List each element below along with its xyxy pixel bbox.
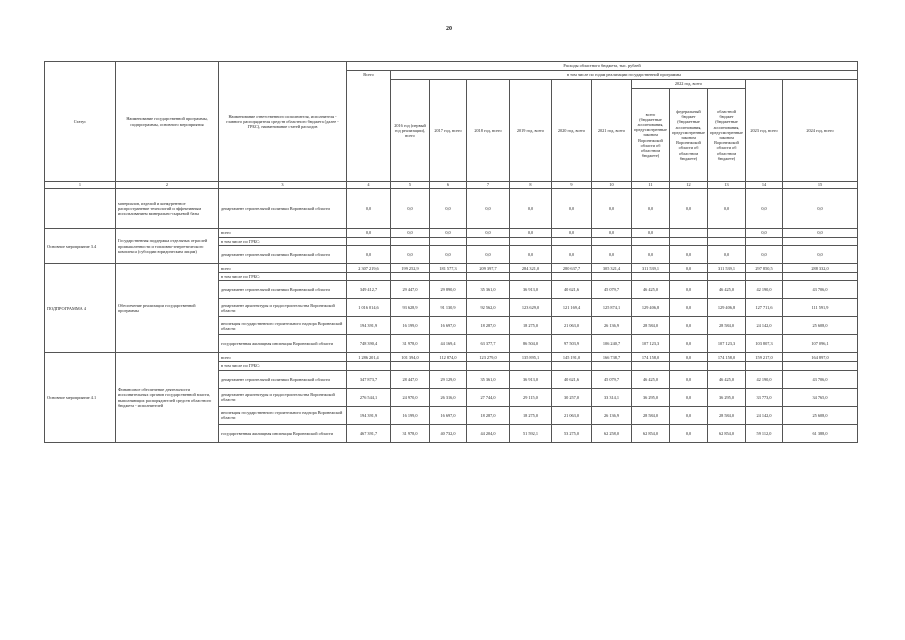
- value-cell: [708, 273, 746, 281]
- value-cell: 0,0: [670, 353, 708, 362]
- value-cell: [347, 273, 391, 281]
- row-status: Основное мероприятие 3.4: [45, 229, 116, 264]
- value-cell: 27 744,0: [467, 388, 510, 406]
- value-cell: [632, 273, 670, 281]
- row-executor: всего: [219, 229, 347, 238]
- value-cell: 92 562,0: [467, 299, 510, 317]
- value-cell: 0,0: [592, 246, 632, 264]
- header-executor: Наименование ответственного исполнителя, исполнителя - главного распорядителя средств областного бюджета (далее - ГРБС), наименование статей расходов: [219, 62, 347, 182]
- value-cell: 101 394,0: [391, 353, 430, 362]
- value-cell: 0,0: [746, 246, 783, 264]
- value-cell: 42 190,0: [746, 281, 783, 299]
- value-cell: 0,0: [632, 229, 670, 238]
- header-year-2019: 2019 год, всего: [510, 80, 552, 182]
- value-cell: [552, 273, 592, 281]
- value-cell: 21 063,0: [552, 406, 592, 424]
- value-cell: [510, 362, 552, 370]
- value-cell: 106 240,7: [592, 335, 632, 353]
- value-cell: 36 913,0: [510, 281, 552, 299]
- value-cell: [347, 362, 391, 370]
- value-cell: 0,0: [783, 246, 858, 264]
- row-name: Финансовое обеспечение деятельности исполнительных органов государственной власти, выполняющих распорядителей средств областного бюджета - исполнителей: [116, 353, 219, 442]
- header-2022-regional: областной бюджет (бюджетные ассигнования, предусмотренные законом Воронежской области об областном бюджете): [708, 89, 746, 182]
- page-number: 20: [446, 26, 452, 32]
- value-cell: 16 199,0: [391, 406, 430, 424]
- value-cell: 123 279,0: [467, 353, 510, 362]
- value-cell: 29 890,0: [430, 281, 467, 299]
- value-cell: [430, 362, 467, 370]
- value-cell: 24 142,0: [746, 317, 783, 335]
- value-cell: 35 361,0: [467, 281, 510, 299]
- value-cell: 181 577,3: [430, 264, 467, 273]
- value-cell: 25 608,0: [783, 317, 858, 335]
- value-cell: 46 425,0: [708, 370, 746, 388]
- value-cell: 46 425,0: [632, 281, 670, 299]
- value-cell: 46 425,0: [708, 281, 746, 299]
- value-cell: [708, 362, 746, 370]
- row-executor: департамент архитектуры и градостроительства Воронежской области: [219, 299, 347, 317]
- value-cell: 44 169,4: [430, 335, 467, 353]
- value-cell: 0,0: [552, 189, 592, 229]
- value-cell: 199 252,9: [391, 264, 430, 273]
- value-cell: 28 447,0: [391, 370, 430, 388]
- column-number: 4: [347, 182, 391, 189]
- row-executor: департамент строительной политики Воронежской области: [219, 370, 347, 388]
- value-cell: 103 807,3: [746, 335, 783, 353]
- column-number: 5: [391, 182, 430, 189]
- value-cell: 0,0: [467, 246, 510, 264]
- value-cell: 43 706,0: [783, 281, 858, 299]
- value-cell: [632, 362, 670, 370]
- value-cell: 0,0: [783, 229, 858, 238]
- value-cell: 0,0: [391, 246, 430, 264]
- column-number: 8: [510, 182, 552, 189]
- value-cell: 748 390,4: [347, 335, 391, 353]
- value-cell: 0,0: [670, 406, 708, 424]
- row-executor: в том числе по ГРБС:: [219, 362, 347, 370]
- value-cell: 305 321,4: [592, 264, 632, 273]
- value-cell: 0,0: [347, 246, 391, 264]
- value-cell: [347, 238, 391, 246]
- row-executor: всего: [219, 264, 347, 273]
- value-cell: 0,0: [430, 246, 467, 264]
- value-cell: [592, 273, 632, 281]
- row-name: материалов, изделий и конкурентное распространение технологий и эффективным использованием минерально-сырьевой базы: [116, 189, 219, 229]
- value-cell: 16 199,0: [391, 317, 430, 335]
- value-cell: 24 142,0: [746, 406, 783, 424]
- value-cell: [670, 273, 708, 281]
- value-cell: 159 217,0: [746, 353, 783, 362]
- value-cell: 280 637,7: [552, 264, 592, 273]
- value-cell: 0,0: [510, 246, 552, 264]
- header-year-2020: 2020 год, всего: [552, 80, 592, 182]
- value-cell: 33 773,0: [746, 388, 783, 406]
- value-cell: 36 913,0: [510, 370, 552, 388]
- value-cell: 467 391,7: [347, 424, 391, 442]
- value-cell: [670, 238, 708, 246]
- value-cell: 127 711,6: [746, 299, 783, 317]
- value-cell: [783, 273, 858, 281]
- value-cell: 21 063,0: [552, 317, 592, 335]
- budget-table: [44, 61, 858, 443]
- value-cell: 44 204,0: [467, 424, 510, 442]
- value-cell: 24 970,0: [391, 388, 430, 406]
- value-cell: 0,0: [347, 189, 391, 229]
- column-number: 9: [552, 182, 592, 189]
- value-cell: 45 079,7: [592, 281, 632, 299]
- value-cell: 311 539,1: [708, 264, 746, 273]
- value-cell: 107 096,1: [783, 335, 858, 353]
- value-cell: [552, 238, 592, 246]
- value-cell: [708, 238, 746, 246]
- value-cell: 43 706,0: [783, 370, 858, 388]
- value-cell: 0,0: [552, 229, 592, 238]
- row-status: Основное мероприятие 4.1: [45, 353, 116, 442]
- value-cell: 0,0: [670, 388, 708, 406]
- value-cell: 111 591,9: [783, 299, 858, 317]
- value-cell: 0,0: [670, 189, 708, 229]
- value-cell: 0,0: [670, 424, 708, 442]
- value-cell: [783, 362, 858, 370]
- value-cell: 1 016 014,6: [347, 299, 391, 317]
- value-cell: 0,0: [347, 229, 391, 238]
- value-cell: 0,0: [670, 264, 708, 273]
- value-cell: 164 897,0: [783, 353, 858, 362]
- row-executor: департамент архитектуры и градостроительства Воронежской области: [219, 388, 347, 406]
- column-number: 14: [746, 182, 783, 189]
- value-cell: 284 321,0: [510, 264, 552, 273]
- row-executor: в том числе по ГРБС:: [219, 238, 347, 246]
- value-cell: [430, 273, 467, 281]
- value-cell: [670, 229, 708, 238]
- header-2022-total: всего (бюджетные ассигнования, предусмотренные законом Воронежской области об областном бюджете): [632, 89, 670, 182]
- value-cell: 42 190,0: [746, 370, 783, 388]
- row-name: Обеспечение реализации государственной программы: [116, 264, 219, 353]
- value-cell: 194 391,9: [347, 406, 391, 424]
- value-cell: 18 287,0: [467, 317, 510, 335]
- value-cell: [746, 273, 783, 281]
- row-status: ПОДПРОГРАММА 4: [45, 264, 116, 353]
- value-cell: 91 130,9: [430, 299, 467, 317]
- value-cell: 26 136,9: [592, 406, 632, 424]
- header-year-2021: 2021 год, всего: [592, 80, 632, 182]
- row-executor: департамент строительной политики Воронежской области: [219, 189, 347, 229]
- value-cell: 0,0: [670, 317, 708, 335]
- value-cell: [430, 238, 467, 246]
- value-cell: 28 584,0: [708, 317, 746, 335]
- value-cell: 2 307 219,6: [347, 264, 391, 273]
- value-cell: 93 628,9: [391, 299, 430, 317]
- value-cell: [467, 273, 510, 281]
- header-year-2018: 2018 год, всего: [467, 80, 510, 182]
- value-cell: 0,0: [592, 229, 632, 238]
- value-cell: 29 447,0: [391, 281, 430, 299]
- value-cell: 36 295,0: [632, 388, 670, 406]
- value-cell: 174 158,0: [632, 353, 670, 362]
- value-cell: [552, 362, 592, 370]
- header-year-2022: 2022 год, всего: [632, 80, 746, 89]
- value-cell: 40 621,6: [552, 281, 592, 299]
- row-name: Государственная поддержка отдельных отраслей промышленности и топливно-энергетического комплекса (субсидии юридическим лицам): [116, 229, 219, 264]
- column-number: 2: [116, 182, 219, 189]
- value-cell: 35 361,0: [467, 370, 510, 388]
- value-cell: 25 608,0: [783, 406, 858, 424]
- value-cell: 59 112,0: [746, 424, 783, 442]
- row-executor: департамент строительной политики Воронежской области: [219, 281, 347, 299]
- value-cell: 0,0: [430, 189, 467, 229]
- value-cell: 0,0: [670, 246, 708, 264]
- value-cell: 97 503,9: [552, 335, 592, 353]
- row-status: [45, 189, 116, 229]
- value-cell: 347 873,7: [347, 370, 391, 388]
- header-year-2024: 2024 год, всего: [783, 80, 858, 182]
- value-cell: 135 895,1: [510, 353, 552, 362]
- header-expenses: Расходы областного бюджета, тыс. рублей: [347, 62, 858, 71]
- value-cell: [746, 238, 783, 246]
- column-number: 12: [670, 182, 708, 189]
- value-cell: 0,0: [632, 246, 670, 264]
- value-cell: 276 544,1: [347, 388, 391, 406]
- value-cell: [746, 362, 783, 370]
- value-cell: 29 129,0: [430, 370, 467, 388]
- value-cell: 125 874,1: [592, 299, 632, 317]
- value-cell: [670, 362, 708, 370]
- header-year-2023: 2023 год, всего: [746, 80, 783, 182]
- value-cell: [467, 238, 510, 246]
- header-name: Наименование государственной программы, подпрограммы, основного мероприятия: [116, 62, 219, 182]
- value-cell: 18 287,0: [467, 406, 510, 424]
- row-executor: государственная жилищная инспекция Воронежской области: [219, 335, 347, 353]
- value-cell: 112 874,0: [430, 353, 467, 362]
- header-year-2016: 2016 год (первый год реализации), всего: [391, 80, 430, 182]
- value-cell: 123 629,0: [510, 299, 552, 317]
- header-total: Всего: [347, 71, 391, 182]
- value-cell: [510, 238, 552, 246]
- value-cell: 26 136,9: [592, 317, 632, 335]
- value-cell: 0,0: [592, 189, 632, 229]
- value-cell: [592, 238, 632, 246]
- row-executor: департамент строительной политики Воронежской области: [219, 246, 347, 264]
- value-cell: 0,0: [391, 229, 430, 238]
- value-cell: 16 697,0: [430, 406, 467, 424]
- value-cell: 129 406,8: [708, 299, 746, 317]
- value-cell: 0,0: [670, 299, 708, 317]
- value-cell: 0,0: [708, 246, 746, 264]
- value-cell: 0,0: [708, 189, 746, 229]
- value-cell: 33 314,1: [592, 388, 632, 406]
- value-cell: 34 765,0: [783, 388, 858, 406]
- value-cell: 86 504,0: [510, 335, 552, 353]
- value-cell: 107 123,3: [632, 335, 670, 353]
- header-year-2017: 2017 год, всего: [430, 80, 467, 182]
- value-cell: [592, 362, 632, 370]
- value-cell: 40 621,6: [552, 370, 592, 388]
- value-cell: 194 391,9: [347, 317, 391, 335]
- value-cell: [391, 273, 430, 281]
- row-executor: всего: [219, 353, 347, 362]
- value-cell: 129 406,8: [632, 299, 670, 317]
- value-cell: 349 412,7: [347, 281, 391, 299]
- value-cell: 288 332,0: [783, 264, 858, 273]
- column-number: 3: [219, 182, 347, 189]
- header-status: Статус: [45, 62, 116, 182]
- value-cell: 29 115,0: [510, 388, 552, 406]
- column-number: 10: [592, 182, 632, 189]
- value-cell: 145 191,0: [552, 353, 592, 362]
- value-cell: 62 258,0: [592, 424, 632, 442]
- value-cell: 1 286 201,4: [347, 353, 391, 362]
- value-cell: 28 584,0: [708, 406, 746, 424]
- value-cell: 62 854,0: [632, 424, 670, 442]
- value-cell: 0,0: [783, 189, 858, 229]
- row-executor: в том числе по ГРБС:: [219, 273, 347, 281]
- value-cell: 121 169,4: [552, 299, 592, 317]
- value-cell: 0,0: [467, 229, 510, 238]
- value-cell: 107 123,3: [708, 335, 746, 353]
- value-cell: 0,0: [552, 246, 592, 264]
- value-cell: 0,0: [746, 189, 783, 229]
- value-cell: 62 854,0: [708, 424, 746, 442]
- header-2022-federal: федеральный бюджет (бюджетные ассигнования, предусмотренные законом Воронежской области об областном бюджете): [670, 89, 708, 182]
- row-executor: государственная жилищная инспекция Воронежской области: [219, 424, 347, 442]
- value-cell: 28 584,0: [632, 317, 670, 335]
- column-number: 15: [783, 182, 858, 189]
- value-cell: [708, 229, 746, 238]
- value-cell: 0,0: [746, 229, 783, 238]
- value-cell: 26 316,0: [430, 388, 467, 406]
- table-row: [45, 189, 858, 229]
- value-cell: 45 079,7: [592, 370, 632, 388]
- value-cell: 16 697,0: [430, 317, 467, 335]
- value-cell: 0,0: [670, 370, 708, 388]
- value-cell: 18 275,0: [510, 317, 552, 335]
- header-by-years: в том числе по годам реализации государственной программы: [391, 71, 858, 80]
- value-cell: 46 425,0: [632, 370, 670, 388]
- column-number: 13: [708, 182, 746, 189]
- value-cell: 0,0: [467, 189, 510, 229]
- value-cell: 297 850,5: [746, 264, 783, 273]
- table-row: [45, 229, 858, 238]
- row-executor: инспекция государственного строительного надзора Воронежской области: [219, 406, 347, 424]
- column-number: 11: [632, 182, 670, 189]
- value-cell: [632, 238, 670, 246]
- value-cell: 51 592,1: [510, 424, 552, 442]
- value-cell: 209 397,7: [467, 264, 510, 273]
- value-cell: 166 738,7: [592, 353, 632, 362]
- value-cell: [467, 362, 510, 370]
- value-cell: 0,0: [391, 189, 430, 229]
- row-executor: инспекция государственного строительного надзора Воронежской области: [219, 317, 347, 335]
- value-cell: 0,0: [510, 229, 552, 238]
- value-cell: 174 158,0: [708, 353, 746, 362]
- value-cell: 40 732,0: [430, 424, 467, 442]
- table-row: [45, 353, 858, 362]
- value-cell: 31 978,0: [391, 424, 430, 442]
- value-cell: 0,0: [632, 189, 670, 229]
- column-number: 6: [430, 182, 467, 189]
- value-cell: 28 584,0: [632, 406, 670, 424]
- value-cell: 63 377,7: [467, 335, 510, 353]
- value-cell: 0,0: [430, 229, 467, 238]
- value-cell: 0,0: [670, 281, 708, 299]
- value-cell: 30 257,0: [552, 388, 592, 406]
- value-cell: 0,0: [670, 335, 708, 353]
- value-cell: 0,0: [510, 189, 552, 229]
- value-cell: [783, 238, 858, 246]
- column-number: 7: [467, 182, 510, 189]
- value-cell: 311 539,1: [632, 264, 670, 273]
- value-cell: 18 275,0: [510, 406, 552, 424]
- value-cell: 53 275,0: [552, 424, 592, 442]
- value-cell: 61 388,0: [783, 424, 858, 442]
- value-cell: 31 978,0: [391, 335, 430, 353]
- value-cell: [391, 362, 430, 370]
- value-cell: [391, 238, 430, 246]
- column-number: 1: [45, 182, 116, 189]
- value-cell: 36 295,0: [708, 388, 746, 406]
- value-cell: [510, 273, 552, 281]
- table-row: [45, 264, 858, 273]
